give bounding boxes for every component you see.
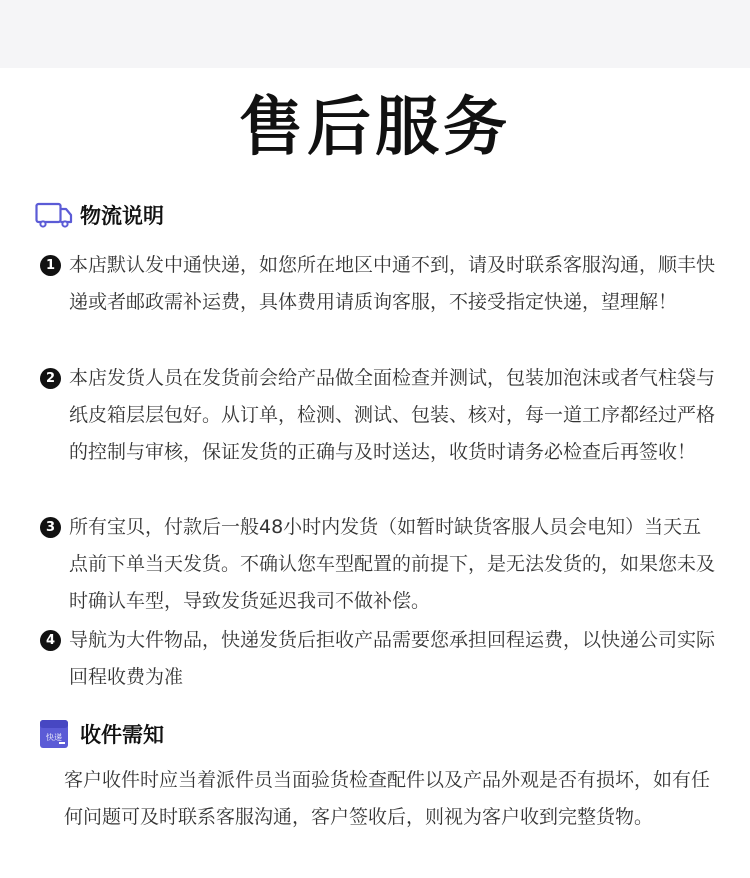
list-item <box>40 360 720 471</box>
package-icon <box>34 719 74 749</box>
item-text: 所有宝贝，付款后一般48小时内发货（如暂时缺货客服人员会电知）当天五点前下单当天发货。不确认您车型配置的前提下，是无法发货的，如果您未及时确认车型，导致发货延迟我司不做补偿。 <box>69 516 716 612</box>
item-text: 导航为大件物品，快递发货后拒收产品需要您承担回程运费，以快递公司实际回程收费为准 <box>69 629 716 688</box>
item-number-badge: 1 <box>40 255 61 276</box>
section-title-receipt: 收件需知 <box>80 723 164 747</box>
section-header-receipt <box>34 719 164 749</box>
truck-icon <box>34 200 74 230</box>
list-item <box>40 509 720 620</box>
top-bar <box>0 0 750 68</box>
item-text: 本店默认发中通快递，如您所在地区中通不到，请及时联系客服沟通，顺丰快递或者邮政需补运费，具体费用请质询客服，不接受指定快递，望理解！ <box>69 254 716 313</box>
section-header-logistics <box>34 200 164 230</box>
list-item <box>40 247 720 321</box>
item-text: 本店发货人员在发货前会给产品做全面检查并测试，包装加泡沫或者气柱袋与纸皮箱层层包好。从订单，检测、测试、包装、核对，每一道工序都经过严格的控制与审核，保证发货的正确与及时送达，收货时请务必检查后再签收！ <box>69 367 716 463</box>
page-title: 售后服务 <box>239 91 511 165</box>
section-title-logistics: 物流说明 <box>80 204 164 228</box>
svg-text:快递: 快递 <box>46 733 62 742</box>
item-number-badge: 4 <box>40 630 61 651</box>
item-number-badge: 2 <box>40 368 61 389</box>
receipt-notice-text: 客户收件时应当着派件员当面验货检查配件以及产品外观是否有损坏，如有任何问题可及时联系客服沟通，客户签收后，则视为客户收到完整货物。 <box>64 769 711 828</box>
item-number-badge: 3 <box>40 517 61 538</box>
list-item <box>40 622 720 696</box>
